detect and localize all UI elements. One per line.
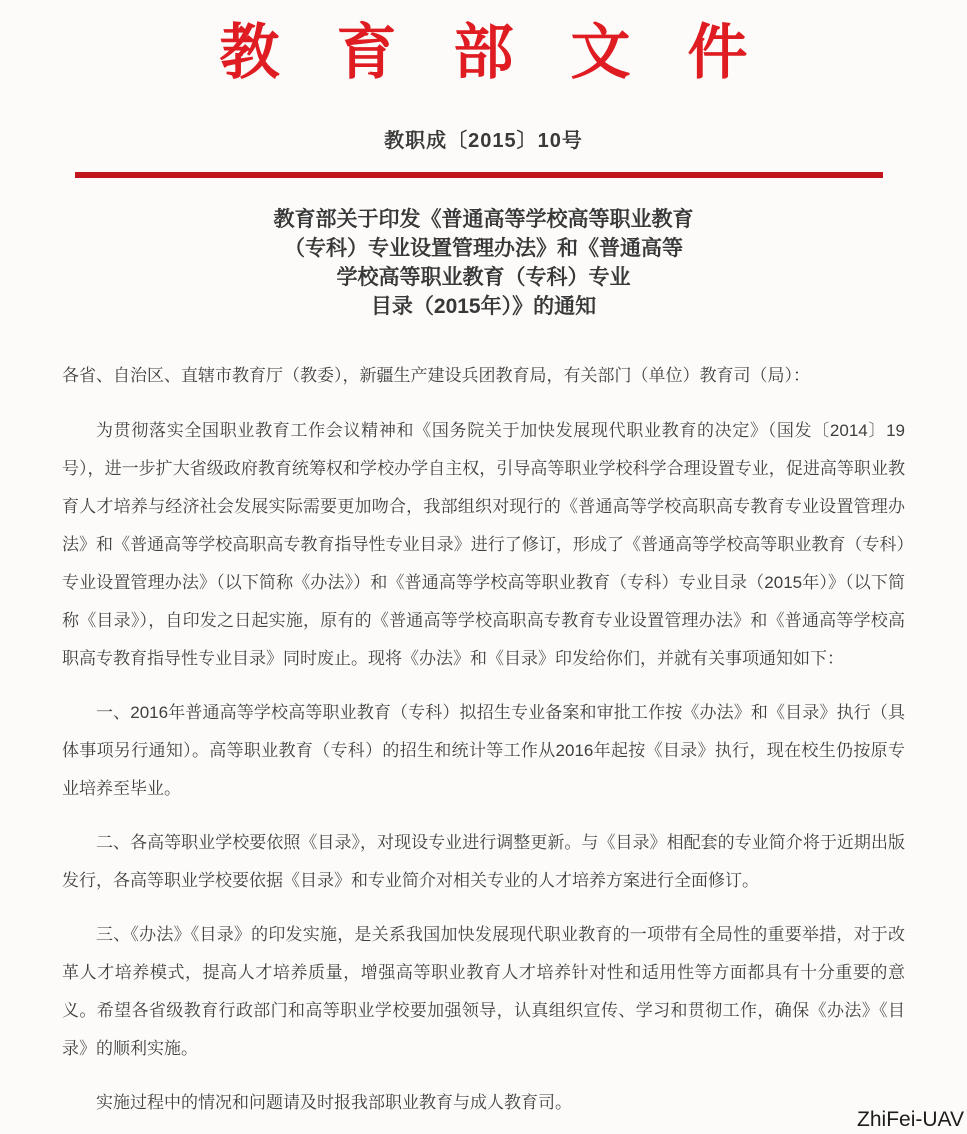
document-title (0, 205, 967, 321)
body-paragraph-closing: 实施过程中的情况和问题请及时报我部职业教育与成人教育司。 (96, 1093, 572, 1112)
document-title-line-4: 目录（2015年）》的通知 (370, 295, 597, 318)
body-paragraph-preamble: 为贯彻落实全国职业教育工作会议精神和《国务院关于加快发展现代职业教育的决定》（国发〔2014〕19号），进一步扩大省级政府教育统筹权和学校办学自主权，引导高等职业学校科学合理设置专业，促进高等职业教育人才培养与经济社会发展实际需要更加吻合，我部组织对现行的《普通高等学校高职高专教育专业设置管理办法》和《普通高等学校高职高专教育指导性专业目录》进行了修订，形成了《普通高等学校高等职业教育（专科）专业设置管理办法》（以下简称《办法》）和《普通高等学校高等职业教育（专科）专业目录（2015年）》（以下简称《目录》），自印发之日起实施，原有的《普通高等学校高职高专教育专业设置管理办法》和《普通高等学校高职高专教育指导性专业目录》同时废止。现将《办法》和《目录》印发给你们，并就有关事项通知如下： (62, 421, 905, 668)
body-paragraph-item-3: 三、《办法》《目录》的印发实施，是关系我国加快发展现代职业教育的一项带有全局性的重要举措，对于改革人才培养模式，提高人才培养质量，增强高等职业教育人才培养针对性和适用性等方面都具有十分重要的意义。希望各省级教育行政部门和高等职业学校要加强领导，认真组织宣传、学习和贯彻工作，确保《办法》《目录》的顺利实施。 (62, 925, 905, 1058)
red-divider-rule (75, 172, 883, 178)
document-body (62, 357, 905, 1122)
document-title-line-2: （专科）专业设置管理办法》和《普通高等 (284, 237, 683, 260)
body-paragraph-item-1: 一、2016年普通高等学校高等职业教育（专科）拟招生专业备案和审批工作按《办法》和《目录》执行（具体事项另行通知）。高等职业教育（专科）的招生和统计等工作从2016年起按《目录》执行，现在校生仍按原专业培养至毕业。 (62, 703, 905, 798)
watermark: ZhiFei-UAV (857, 1108, 964, 1131)
body-paragraph-item-2: 二、各高等职业学校要依照《目录》，对现设专业进行调整更新。与《目录》相配套的专业简介将于近期出版发行，各高等职业学校要依据《目录》和专业简介对相关专业的人才培养方案进行全面修订。 (62, 833, 905, 890)
greeting-line: 各省、自治区、直辖市教育厅（教委），新疆生产建设兵团教育局，有关部门（单位）教育司（局）： (62, 366, 810, 385)
document-number: 教职成〔2015〕10号 (384, 130, 583, 152)
document-title-line-1: 教育部关于印发《普通高等学校高等职业教育 (273, 208, 694, 231)
document-title-line-3: 学校高等职业教育（专科）专业 (336, 266, 631, 289)
agency-letterhead-title: 教育部文件 (219, 18, 805, 88)
